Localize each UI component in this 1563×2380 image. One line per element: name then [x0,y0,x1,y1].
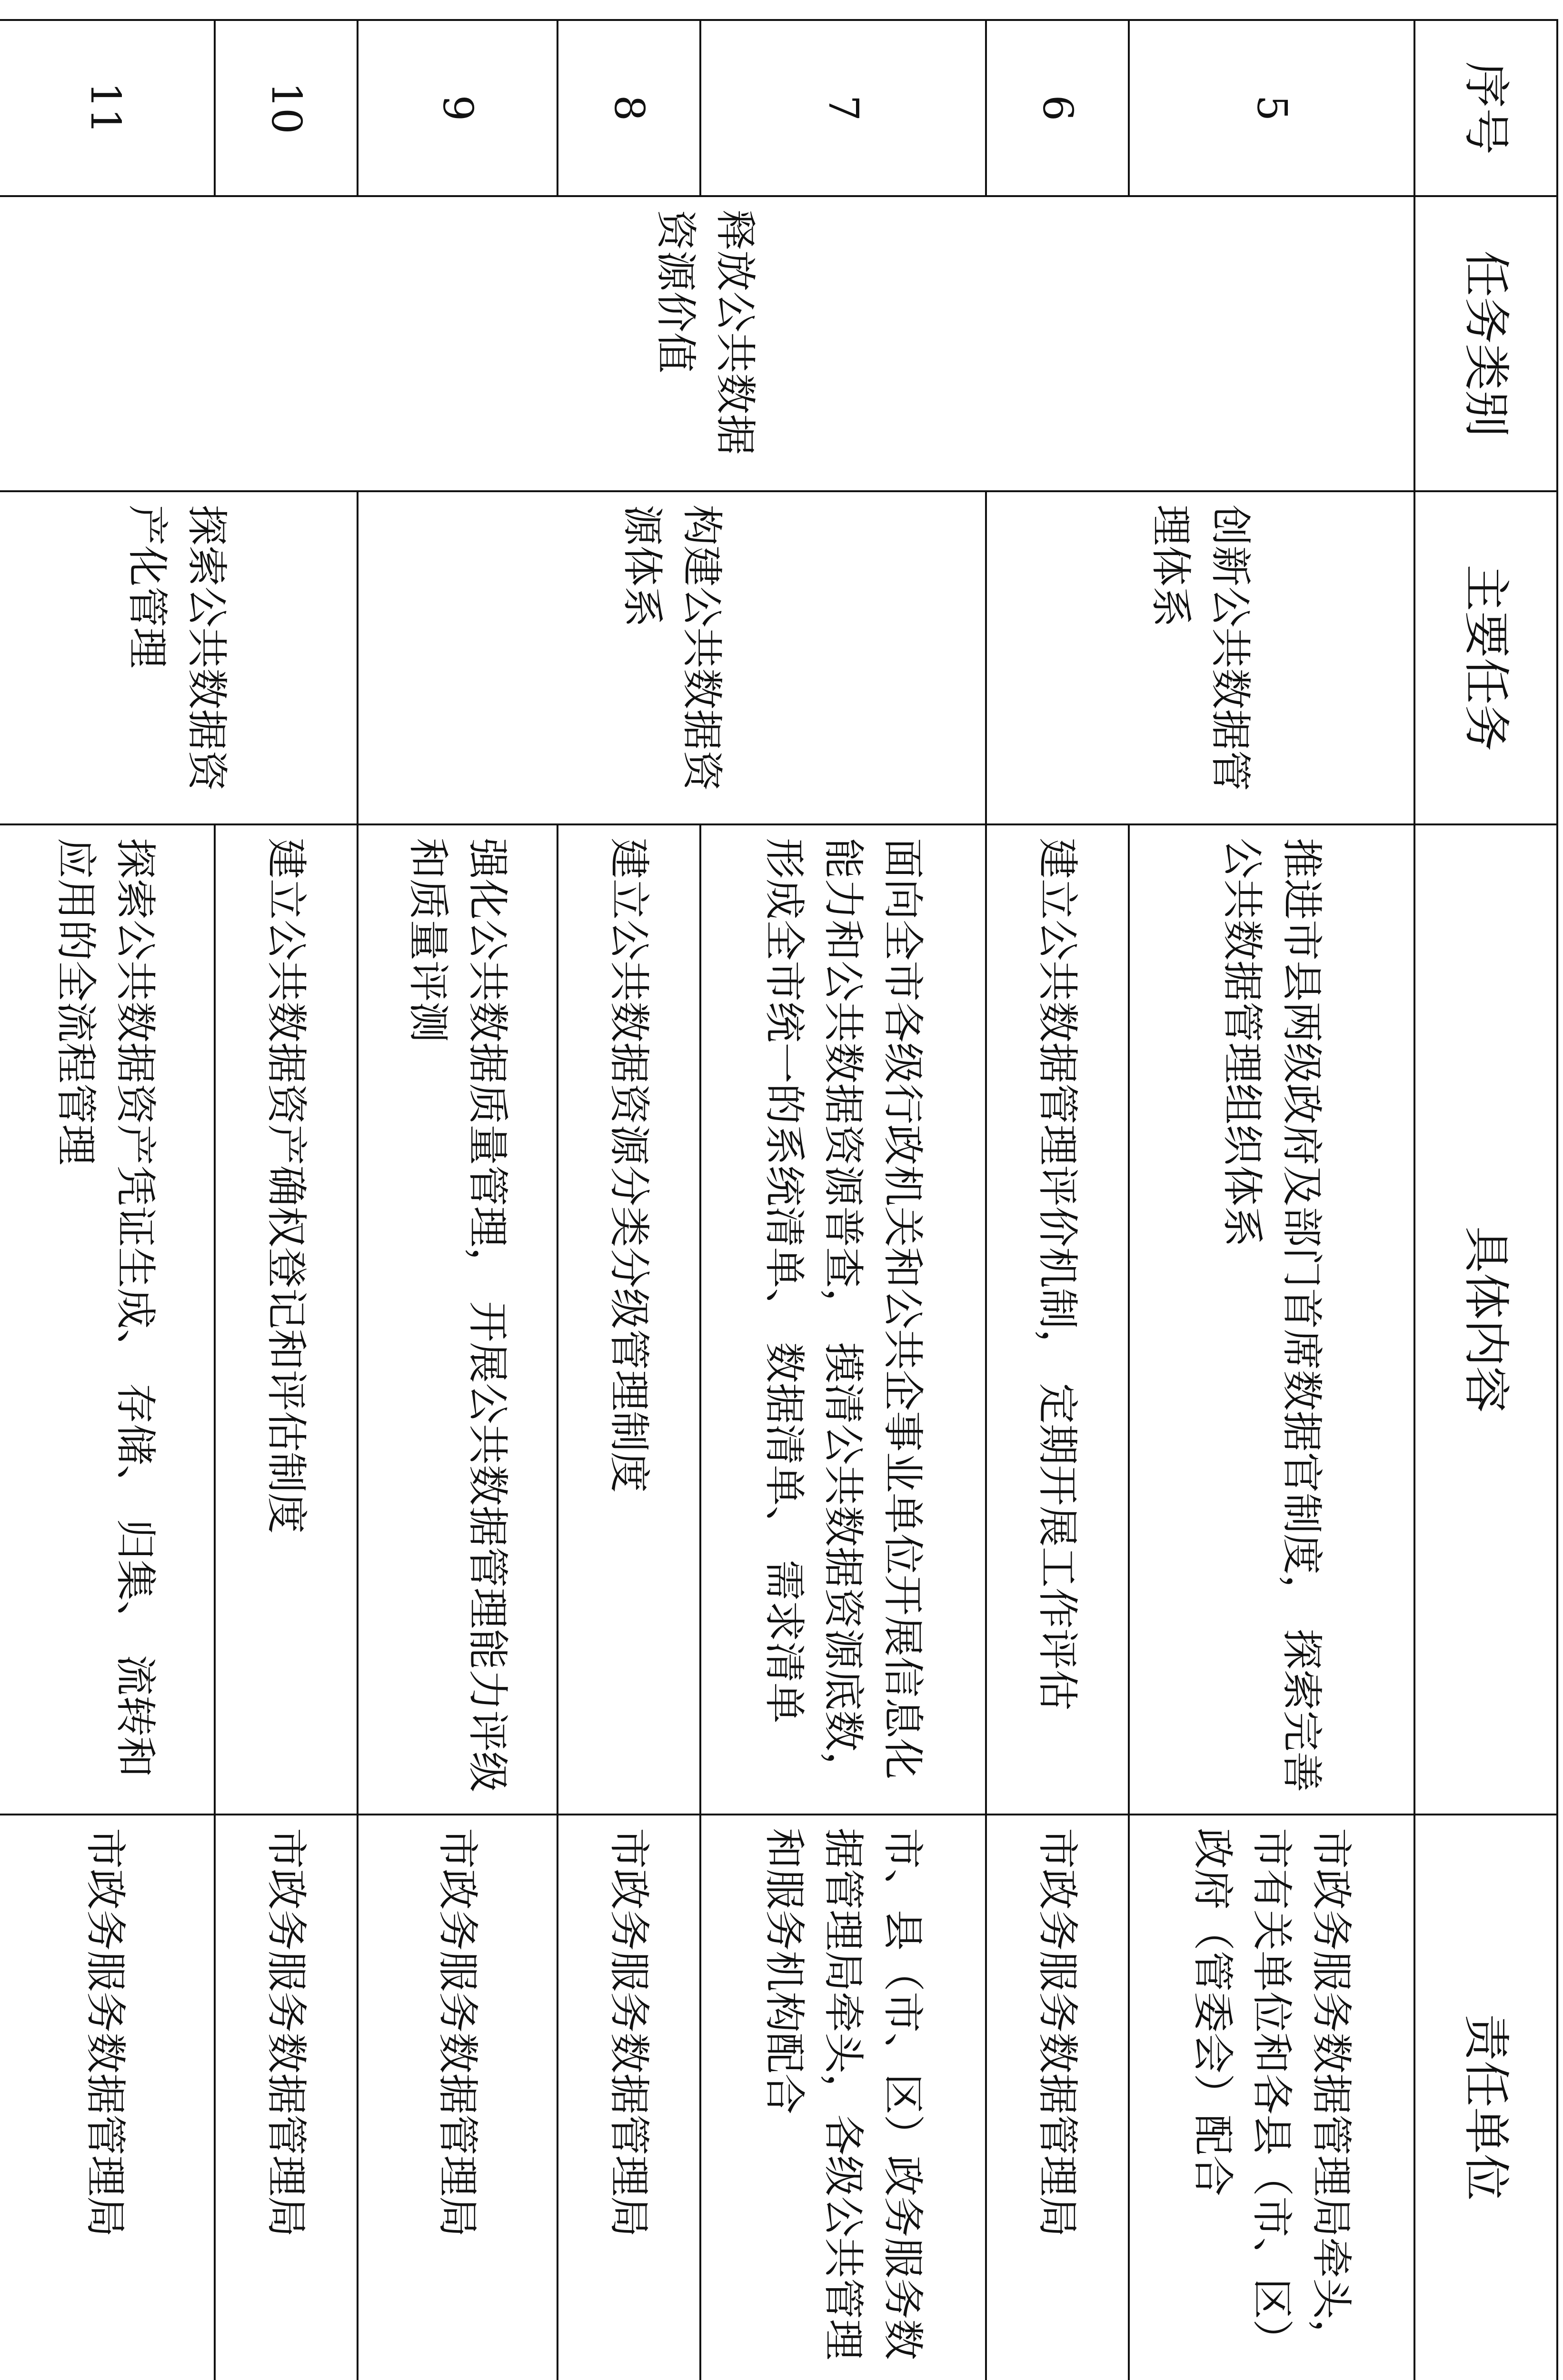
header-unit: 责任单位 [1414,1815,1557,2380]
content-cell: 面向全市各级行政机关和公共企事业单位开展信息化能力和公共数据资源普查， 摸清公共数据资源底数， 形成全市统一的系统清单、 数据清单、 需求清单 [700,824,986,1815]
header-category: 任务类别 [1414,196,1557,491]
unit-cell: 市政务服务数据管理局 [0,1815,215,2380]
content-cell: 推进市县两级政府及部门首席数据官制度， 探索完善公共数据管理组织体系 [1129,824,1414,1815]
row-index: 5 [1129,20,1414,196]
header-content: 具体内容 [1414,824,1557,1815]
row-index: 11 [0,20,215,196]
table-row [1129,20,1414,2380]
row-index: 8 [558,20,700,196]
header-row [1414,20,1557,2380]
row-index: 9 [358,20,558,196]
unit-cell: 市政务服务数据管理局 [215,1815,358,2380]
row-index: 10 [215,20,358,196]
task-cell: 构建公共数据资源体系 [358,491,986,824]
header-index: 序号 [1414,20,1557,196]
row-index: 7 [700,20,986,196]
unit-cell: 市政务服务数据管理局 [558,1815,700,2380]
unit-cell: 市政务服务数据管理局 [986,1815,1129,2380]
task-cell: 创新公共数据管理体系 [986,491,1414,824]
header-task: 主要任务 [1414,491,1557,824]
task-cell: 探索公共数据资产化管理 [0,491,358,824]
content-cell: 探索公共数据资产凭证生成、 存储、 归集、 流转和应用的全流程管理 [0,824,215,1815]
unit-cell: 市、县（市、区）政务服务数据管理局牵头，各级公共管理和服务机构配合 [700,1815,986,2380]
content-cell: 强化公共数据质量管理， 开展公共数据管理能力评级和质量评测 [358,824,558,1815]
task-table [0,19,1558,2380]
content-cell: 建立公共数据管理评价机制， 定期开展工作评估 [986,824,1129,1815]
unit-cell: 市政务服务数据管理局 [358,1815,558,2380]
unit-cell: 市政务服务数据管理局牵头，市有关单位和各县（市、区）政府（管委会）配合 [1129,1815,1414,2380]
content-cell: 建立公共数据资产确权登记和评估制度 [215,824,358,1815]
category-cell: 释放公共数据资源价值 [0,196,1414,491]
content-cell: 建立公共数据资源分类分级管理制度 [558,824,700,1815]
row-index: 6 [986,20,1129,196]
